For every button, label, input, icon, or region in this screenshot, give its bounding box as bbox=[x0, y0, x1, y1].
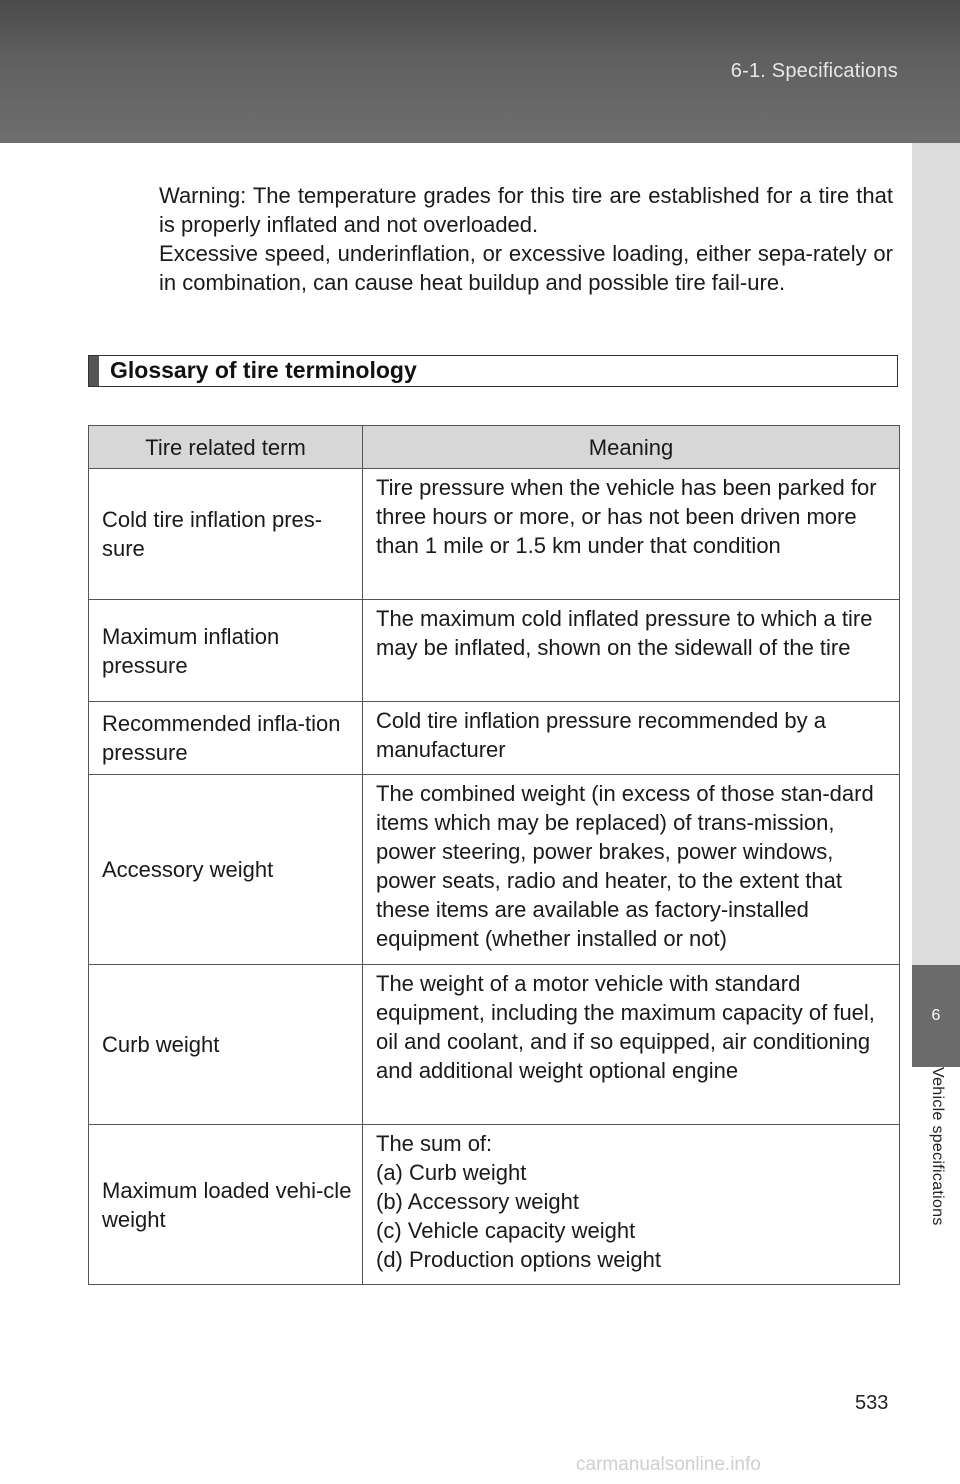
warning-paragraph-1: Warning: The temperature grades for this tire are established for a tire that is properly inflated and not overloaded. bbox=[159, 183, 893, 237]
term-cell: Maximum loaded vehi-cle weight bbox=[89, 1125, 363, 1285]
term-cell: Cold tire inflation pres-sure bbox=[89, 469, 363, 600]
table-row bbox=[89, 600, 900, 702]
column-header-term: Tire related term bbox=[89, 426, 363, 469]
side-tab-background bbox=[912, 143, 960, 965]
meaning-line: (a) Curb weight bbox=[376, 1160, 527, 1185]
meaning-cell bbox=[363, 1125, 900, 1285]
meaning-line: (b) Accessory weight bbox=[376, 1189, 579, 1214]
page-header bbox=[0, 0, 960, 143]
section-heading-text: Glossary of tire terminology bbox=[110, 357, 417, 383]
meaning-line: The sum of: bbox=[376, 1131, 493, 1156]
term-cell: Accessory weight bbox=[89, 775, 363, 965]
term-cell: Maximum inflation pressure bbox=[89, 600, 363, 702]
watermark[interactable]: carmanualsonline.info bbox=[576, 1454, 761, 1475]
meaning-cell: The maximum cold inflated pressure to which a tire may be inflated, shown on the sidewall of the tire bbox=[363, 600, 900, 702]
meaning-line: (d) Production options weight bbox=[376, 1247, 661, 1272]
heading-accent-bar bbox=[89, 356, 99, 386]
table-row bbox=[89, 1125, 900, 1285]
meaning-cell: The combined weight (in excess of those stan-dard items which may be replaced) of trans-mission, power steering, power brakes, power windows, power seats, radio and heater, to the extent that these items are available as factory-installed equipment (whether installed or not) bbox=[363, 775, 900, 965]
section-heading bbox=[88, 355, 898, 387]
meaning-line: (c) Vehicle capacity weight bbox=[376, 1218, 636, 1243]
warning-paragraph-2: Excessive speed, underinflation, or excessive loading, either sepa-rately or in combination, can cause heat buildup and possible tire fail-ure. bbox=[159, 241, 893, 295]
term-cell: Curb weight bbox=[89, 965, 363, 1125]
section-title: 6-1. Specifications bbox=[730, 60, 898, 82]
chapter-number-tab[interactable]: 6 bbox=[912, 965, 960, 1067]
table-header-row bbox=[89, 426, 900, 469]
meaning-cell: Cold tire inflation pressure recommended by a manufacturer bbox=[363, 702, 900, 775]
term-cell: Recommended infla-tion pressure bbox=[89, 702, 363, 775]
chapter-label-tab bbox=[912, 1067, 960, 1297]
table-row bbox=[89, 702, 900, 775]
warning-text bbox=[159, 181, 893, 297]
table-row bbox=[89, 965, 900, 1125]
meaning-cell: Tire pressure when the vehicle has been parked for three hours or more, or has not been driven more than 1 mile or 1.5 km under that condition bbox=[363, 469, 900, 600]
chapter-label: Vehicle specifications bbox=[929, 1067, 946, 1226]
tire-terminology-table bbox=[88, 425, 900, 1285]
table-row bbox=[89, 775, 900, 965]
page-number: 533 bbox=[855, 1392, 889, 1414]
table-row bbox=[89, 469, 900, 600]
meaning-cell: The weight of a motor vehicle with standard equipment, including the maximum capacity of fuel, oil and coolant, and if so equipped, air conditioning and additional weight optional engine bbox=[363, 965, 900, 1125]
column-header-meaning: Meaning bbox=[363, 426, 900, 469]
